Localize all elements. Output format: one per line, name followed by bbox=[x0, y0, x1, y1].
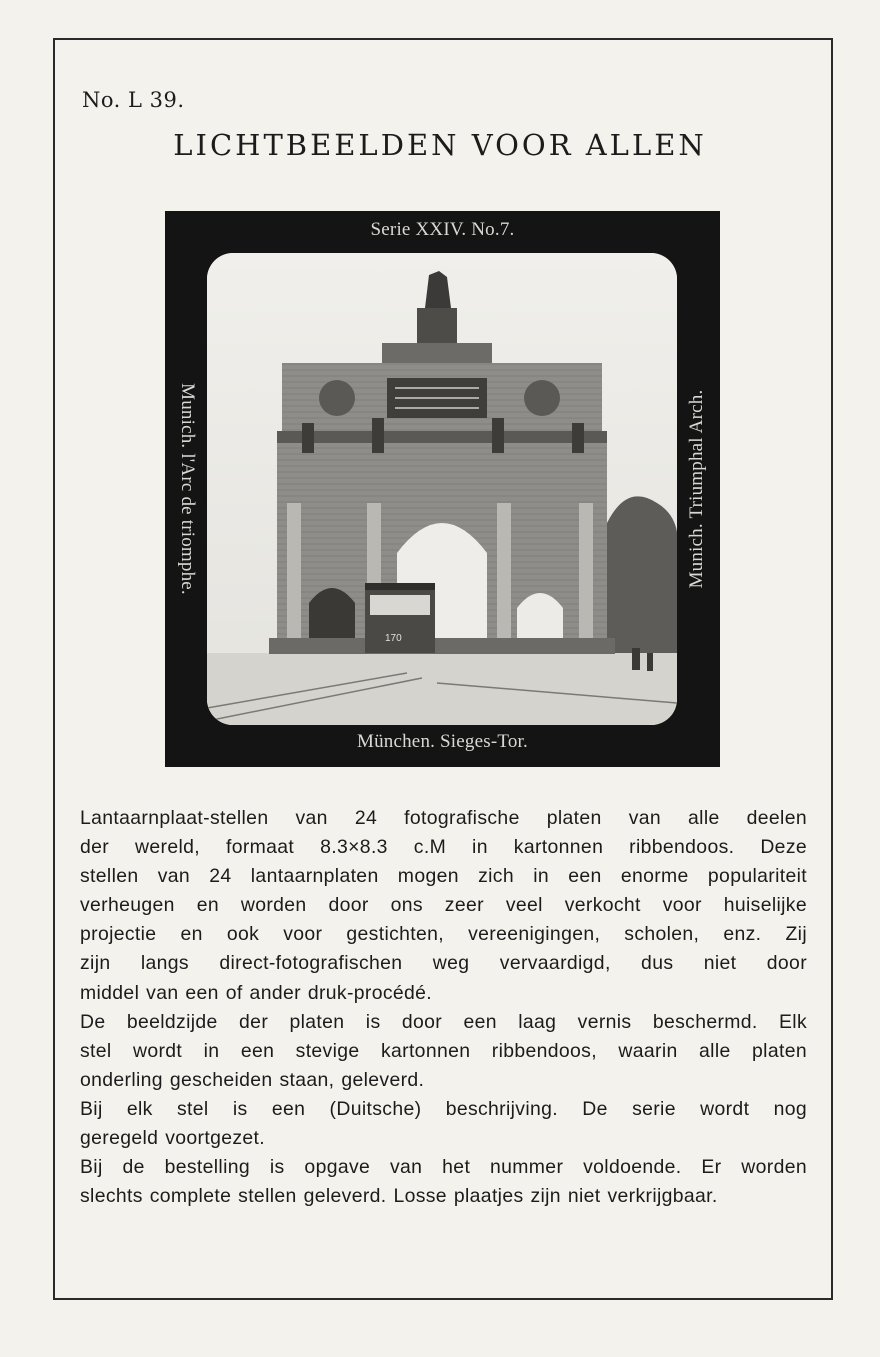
page-title: LICHTBEELDEN VOOR ALLEN bbox=[173, 128, 707, 162]
slide-french-caption: Munich. l'Arc de triomphe. bbox=[177, 383, 198, 595]
text-line: geregeld voortgezet. bbox=[80, 1127, 265, 1150]
triumphal-arch-illustration bbox=[207, 253, 677, 725]
lantern-slide bbox=[165, 211, 720, 767]
slide-german-caption: München. Sieges-Tor. bbox=[356, 731, 528, 752]
text-line: projectie en ook voor gestichten, vereenigingen, scholen, enz. Zij bbox=[80, 923, 807, 946]
slide-photograph bbox=[207, 253, 677, 725]
slide-english-caption: Munich. Triumphal Arch. bbox=[686, 389, 707, 589]
text-line: onderling gescheiden staan, geleverd. bbox=[80, 1068, 425, 1091]
text-line: stel wordt in een stevige kartonnen ribbendoos, waarin alle platen bbox=[80, 1039, 807, 1062]
text-line: slechts complete stellen geleverd. Losse plaatjes zijn niet verkrijgbaar. bbox=[80, 1185, 718, 1208]
text-line: De beeldzijde der platen is door een laag vernis beschermd. Elk bbox=[80, 1010, 807, 1033]
text-line: Bij de bestelling is opgave van het nummer voldoende. Er worden bbox=[80, 1156, 807, 1179]
text-line: verheugen en worden door ons zeer veel verkocht voor huiselijke bbox=[80, 894, 807, 917]
description-text bbox=[80, 804, 807, 1211]
text-line: zijn langs direct-fotografischen weg vervaardigd, dus niet door bbox=[80, 952, 807, 975]
text-line: middel van een of ander druk-procédé. bbox=[80, 981, 433, 1004]
text-line: Lantaarnplaat-stellen van 24 fotografische platen van alle deelen bbox=[80, 807, 807, 829]
text-line: Bij elk stel is een (Duitsche) beschrijving. De serie wordt nog bbox=[80, 1097, 807, 1120]
text-line: stellen van 24 lantaarnplaten mogen zich in een enorme populariteit bbox=[80, 865, 807, 888]
catalog-number: No. L 39. bbox=[82, 88, 185, 112]
text-line: der wereld, formaat 8.3×8.3 c.M in kartonnen ribbendoos. Deze bbox=[80, 836, 807, 859]
slide-series-label: Serie XXIV. No.7. bbox=[370, 219, 515, 240]
tram-number: 170 bbox=[385, 633, 402, 644]
